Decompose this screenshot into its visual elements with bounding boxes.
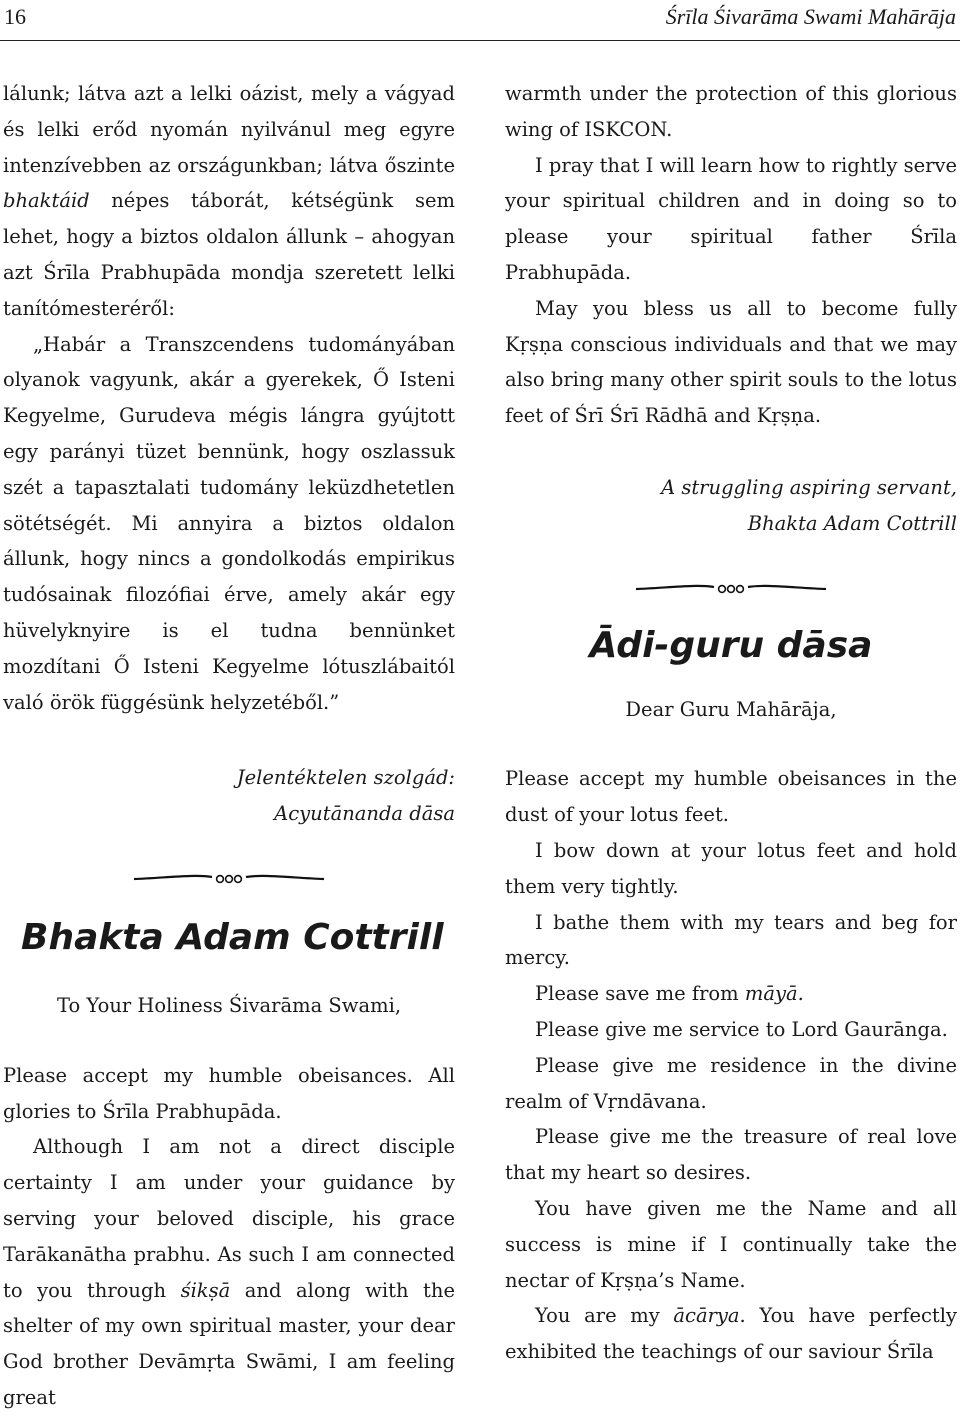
paragraph: Please give me service to Lord Gaurānga. [535,1017,948,1041]
paragraph: Please save me from māyā. [535,982,804,1006]
signature-name: Acyutānanda dāsa [274,802,455,826]
signature-line: Jelentéktelen szolgád: [236,766,455,790]
paragraph: You have given me the Name and all success is mine if I continually take the nectar of Kṛṣṇa’s Name. [505,1196,957,1292]
paragraph: lálunk; látva azt a lelki oázist, mely a vágyad és lelki erőd nyomán nyilvánul meg egyre intenzívebben az országunkban; látva őszinte bhaktáid népes táborát, kétségünk sem lehet, hogy a biztos oldalon állunk – ahogyan azt Śrīla Prabhupāda mondja szeretett lelki tanítómesteréről: [3,82,455,320]
left-column [3,76,455,1416]
ornament-divider-icon [134,872,324,886]
paragraph: warmth under the protection of this glorious wing of ISKCON. [505,82,957,141]
section-heading: Bhakta Adam Cottrill [21,916,444,958]
ornament-divider-icon [636,582,826,596]
signature-line: A struggling aspiring servant, [661,475,957,499]
right-column [505,76,957,1370]
salutation: To Your Holiness Śivarāma Swami, [56,993,402,1017]
running-head: Śrīla Śivarāma Swami Mahārāja [665,4,956,29]
paragraph: Please give me the treasure of real love that my heart so desires. [505,1125,957,1185]
paragraph: I bow down at your lotus feet and hold them very tightly. [505,838,957,898]
quote-paragraph: „Habár a Transzcendens tudományában olyanok vagyunk, akár a gyerekek, Ő Isteni Kegyelme, Gurudeva mégis lángra gyújtott egy parányi tüzet bennünk, hogy oszlassuk szét a tapasztalati tudomány leküzdhetetlen sötétségét. Mi annyira a biztos oldalon állunk, hogy nincs a gondolkodás empirikus tudósainak filozófiai érve, amely akár egy hüvelyknyire is el tudna bennünket mozdítani Ő Isteni Kegyelme lótuszlábaitól való örök függésünk helyzetéből.” [3,332,455,714]
paragraph: I bathe them with my tears and beg for mercy. [505,910,957,970]
paragraph: May you bless us all to become fully Kṛṣṇa conscious individuals and that we may also bring many other spirit souls to the lotus feet of Śrī Śrī Rādhā and Kṛṣṇa. [505,296,957,428]
paragraph: Please accept my humble obeisances in the dust of your lotus feet. [505,767,957,827]
paragraph: Please accept my humble obeisances. All glories to Śrīla Prabhupāda. [3,1063,455,1123]
paragraph: You are my ācārya. You have perfectly exhibited the teachings of our saviour Śrīla [505,1304,957,1364]
signature-name: Bhakta Adam Cottrill [747,511,957,535]
paragraph: I pray that I will learn how to rightly serve your spiritual children and in doing so to please your spiritual father Śrīla Prabhupāda. [505,153,957,284]
paragraph: Although I am not a direct disciple certainty I am under your guidance by serving your beloved disciple, his grace Tarākanātha prabhu. As such I am connected to you through śikṣā and along with the shelter of my own spiritual master, your dear God brother Devāmṛta Swāmi, I am feeling great [3,1135,455,1409]
page-header [0,0,960,41]
salutation: Dear Guru Mahārāja, [625,697,837,721]
paragraph: Please give me residence in the divine realm of Vṛndāvana. [505,1053,957,1113]
page-number: 16 [4,4,26,29]
section-heading: Ādi-guru dāsa [589,624,873,666]
